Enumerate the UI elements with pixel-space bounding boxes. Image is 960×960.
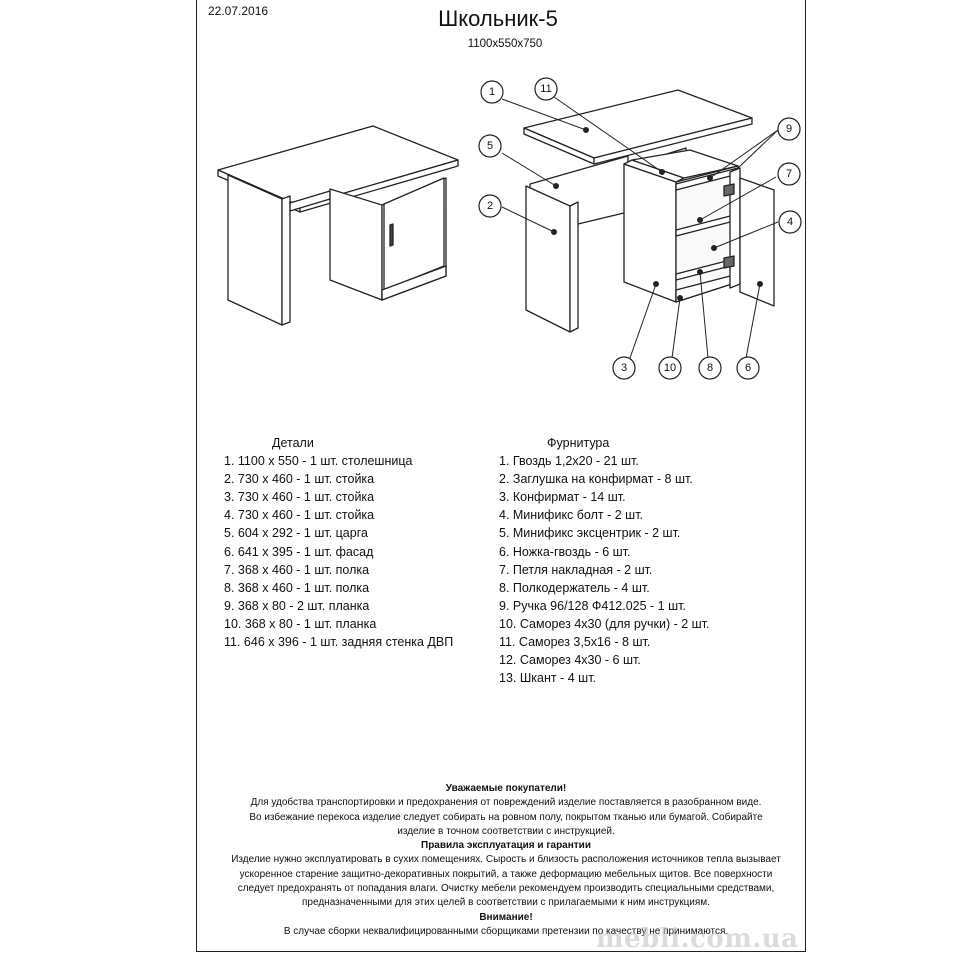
details-list xyxy=(224,434,453,651)
svg-text:5: 5 xyxy=(486,140,494,152)
fittings-item: 5. Минификс эксцентрик - 2 шт. xyxy=(499,526,681,541)
svg-text:4: 4 xyxy=(786,216,794,228)
callout-8 xyxy=(699,357,721,379)
rules-text: следует предохранять от попадания влаги. Очистку мебели рекомендуем производить специальными средствами, xyxy=(237,883,775,895)
details-heading: Детали xyxy=(272,436,314,450)
svg-text:2: 2 xyxy=(486,200,494,212)
fittings-item: 12. Саморез 4х30 - 6 шт. xyxy=(499,653,641,668)
rules-text: предназначенными для этих целей в соответствии с прилагаемыми к ним инструкциям. xyxy=(302,897,710,909)
callout-9 xyxy=(778,118,800,140)
fittings-item: 2. Заглушка на конфирмат - 8 шт. xyxy=(499,472,693,487)
notice-text: Для удобства транспортировки и предохранения от повреждений изделие поставляется в разобранном виде. xyxy=(250,797,762,809)
fittings-list xyxy=(499,434,709,687)
customer-notice xyxy=(206,782,806,939)
fittings-item: 1. Гвоздь 1,2х20 - 21 шт. xyxy=(499,454,639,469)
callout-6 xyxy=(737,357,759,379)
rules-text: ускоренное старение защитно-декоративных покрытий, а также деформацию мебельных щитов. Все поверхности xyxy=(239,868,773,880)
fittings-item: 4. Минификс болт - 2 шт. xyxy=(499,508,644,523)
details-item: 10. 368 x 80 - 1 шт. планка xyxy=(224,616,377,631)
details-item: 9. 368 x 80 - 2 шт. планка xyxy=(224,598,370,613)
svg-text:10: 10 xyxy=(663,362,677,374)
fittings-item: 8. Полкодержатель - 4 шт. xyxy=(499,580,650,595)
document-date: 22.07.2016 xyxy=(208,4,269,18)
fittings-item: 9. Ручка 96/128 Ф412.025 - 1 шт. xyxy=(499,598,686,613)
callout-4 xyxy=(779,211,801,233)
callout-10 xyxy=(659,357,681,379)
callout-11 xyxy=(535,78,557,100)
fittings-item: 7. Петля накладная - 2 шт. xyxy=(499,562,653,577)
part-3-side xyxy=(624,164,676,302)
callout-7 xyxy=(778,163,800,185)
fittings-item: 6. Ножка-гвоздь - 6 шт. xyxy=(499,544,631,559)
svg-text:8: 8 xyxy=(706,362,714,374)
details-item: 11. 646 x 396 - 1 шт. задняя стенка ДВП xyxy=(224,635,454,650)
callout-2 xyxy=(479,195,501,217)
warning-heading: Внимание! xyxy=(479,911,533,923)
fittings-item: 11. Саморез 3,5х16 - 8 шт. xyxy=(499,635,651,650)
svg-text:1: 1 xyxy=(488,86,496,98)
details-item: 5. 604 x 292 - 1 шт. царга xyxy=(224,526,368,541)
details-item: 3. 730 x 460 - 1 шт. стойка xyxy=(224,490,375,505)
fittings-item: 10. Саморез 4х30 (для ручки) - 2 шт. xyxy=(499,616,710,631)
fittings-item: 13. Шкант - 4 шт. xyxy=(499,671,597,686)
warning-text: В случае сборки неквалифицированными сборщиками претензии по качеству не принимаются. xyxy=(283,925,729,937)
callout-1 xyxy=(481,81,503,103)
svg-text:11: 11 xyxy=(540,83,552,95)
details-item: 6. 641 x 395 - 1 шт. фасад xyxy=(224,544,374,559)
rules-heading: Правила эксплуатация и гарантии xyxy=(421,840,591,852)
fittings-heading: Фурнитура xyxy=(547,436,610,450)
part-2-left-leg xyxy=(526,186,570,332)
details-item: 8. 368 x 460 - 1 шт. полка xyxy=(224,580,370,595)
watermark: mebli.com.ua xyxy=(596,924,799,954)
rules-text: Изделие нужно эксплуатировать в сухих помещениях. Сырость и близость расположения источников тепла вызывает xyxy=(231,854,781,866)
svg-text:6: 6 xyxy=(744,362,752,374)
notice-heading: Уважаемые покупатели! xyxy=(445,783,567,794)
details-item: 2. 730 x 460 - 1 шт. стойка xyxy=(224,472,375,487)
svg-text:7: 7 xyxy=(785,168,793,180)
svg-text:3: 3 xyxy=(620,362,628,374)
part-6-door xyxy=(740,178,774,306)
fittings-item: 3. Конфирмат - 14 шт. xyxy=(499,490,626,505)
svg-text:9: 9 xyxy=(785,123,793,135)
notice-text: изделие в точном соответствии с инструкцией. xyxy=(397,825,615,837)
callout-5 xyxy=(479,135,501,157)
details-item: 1. 1100 x 550 - 1 шт. столешница xyxy=(224,454,413,469)
notice-text: Во избежание перекоса изделие следует собирать на ровном полу, покрытом тканью или бумагой. Собирайте xyxy=(249,811,763,823)
product-title: Школьник-5 xyxy=(438,6,558,31)
details-item: 7. 368 x 460 - 1 шт. полка xyxy=(224,562,370,577)
details-item: 4. 730 x 460 - 1 шт. стойка xyxy=(224,508,375,523)
callout-3 xyxy=(613,357,635,379)
product-dimensions: 1100x550x750 xyxy=(467,38,543,50)
